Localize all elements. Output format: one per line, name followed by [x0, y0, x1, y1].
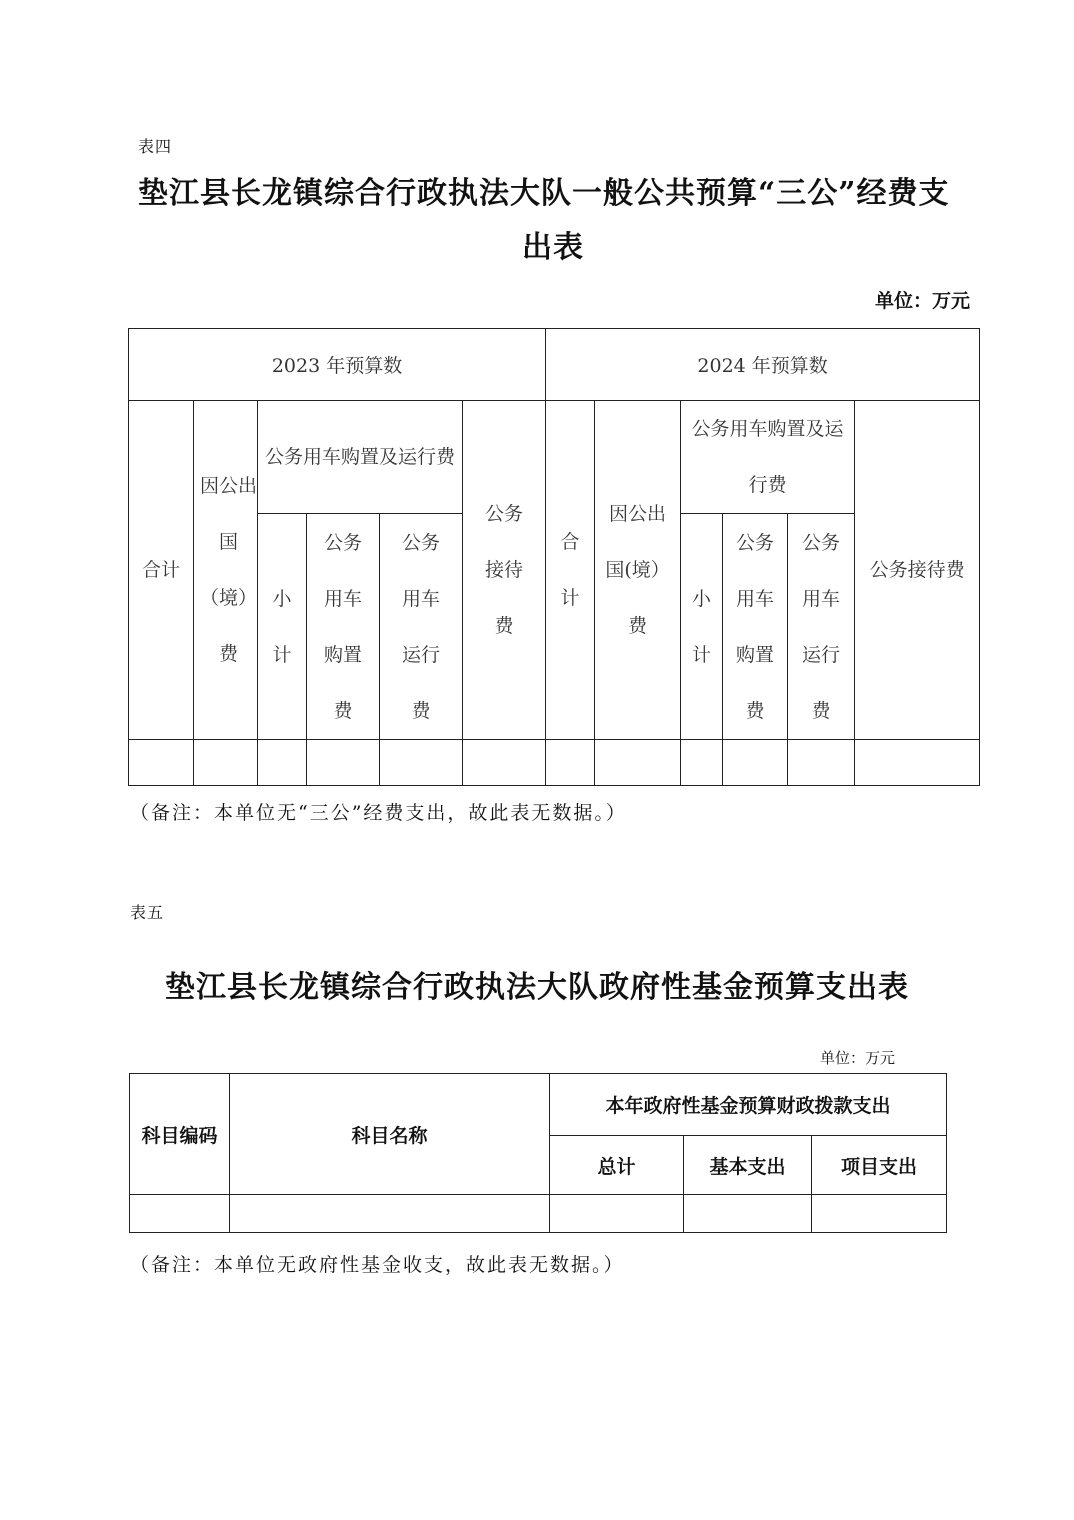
col-basic: 基本支出 [684, 1136, 812, 1195]
table4-cell [723, 740, 788, 786]
header-2024: 2024 年预算数 [546, 329, 980, 401]
table4-cell [258, 740, 307, 786]
table5-cell [550, 1195, 684, 1233]
col-total-2024: 合计 [546, 401, 595, 740]
col-reception-2024: 公务接待费 [855, 401, 980, 740]
col-code: 科目编码 [130, 1074, 230, 1195]
table4-cell [463, 740, 546, 786]
table5 [129, 1073, 947, 1233]
table5-title: 垫江县长龙镇综合行政执法大队政府性基金预算支出表 [165, 970, 909, 1005]
table4-cell [595, 740, 681, 786]
table4-label: 表四 [138, 137, 173, 156]
col-car-group-2023: 公务用车购置及运行费 [258, 401, 463, 514]
table4-title-line1: 垫江县长龙镇综合行政执法大队一般公共预算“三公”经费支 [138, 176, 950, 211]
col-car-purchase-2024: 公务用车购置费 [723, 514, 788, 740]
table4-cell [788, 740, 855, 786]
col-abroad-2023: 因公出国（境）费 [194, 401, 258, 740]
table5-cell [230, 1195, 550, 1233]
table5-cell [130, 1195, 230, 1233]
col-abroad-2024: 因公出国(境）费 [595, 401, 681, 740]
col-car-running-2024: 公务用车运行费 [788, 514, 855, 740]
col-subtotal-2023: 小计 [258, 514, 307, 740]
table4-cell [380, 740, 463, 786]
table5-cell [684, 1195, 812, 1233]
table4 [128, 328, 980, 786]
table4-cell [307, 740, 380, 786]
table4-unit: 单位：万元 [874, 290, 970, 312]
col-name: 科目名称 [230, 1074, 550, 1195]
col-total-2023: 合计 [129, 401, 194, 740]
col-group: 本年政府性基金预算财政拨款支出 [550, 1074, 947, 1136]
col-car-group-2024: 公务用车购置及运行费 [681, 401, 855, 514]
col-project: 项目支出 [812, 1136, 947, 1195]
table4-cell [681, 740, 723, 786]
table5-note: （备注：本单位无政府性基金收支，故此表无数据。） [130, 1254, 625, 1276]
table4-cell [194, 740, 258, 786]
table5-cell [812, 1195, 947, 1233]
table5-label: 表五 [130, 903, 165, 922]
table4-cell [546, 740, 595, 786]
table5-unit: 单位：万元 [819, 1049, 895, 1067]
table4-cell [855, 740, 980, 786]
col-reception-2023: 公务接待费 [463, 401, 546, 740]
table4-title-line2: 出表 [522, 230, 584, 265]
col-total: 总计 [550, 1136, 684, 1195]
header-2023: 2023 年预算数 [129, 329, 546, 401]
col-subtotal-2024: 小计 [681, 514, 723, 740]
table4-note: （备注：本单位无“三公”经费支出，故此表无数据。） [130, 802, 627, 824]
col-car-running-2023: 公务用车运行费 [380, 514, 463, 740]
table4-cell [129, 740, 194, 786]
col-car-purchase-2023: 公务用车购置费 [307, 514, 380, 740]
